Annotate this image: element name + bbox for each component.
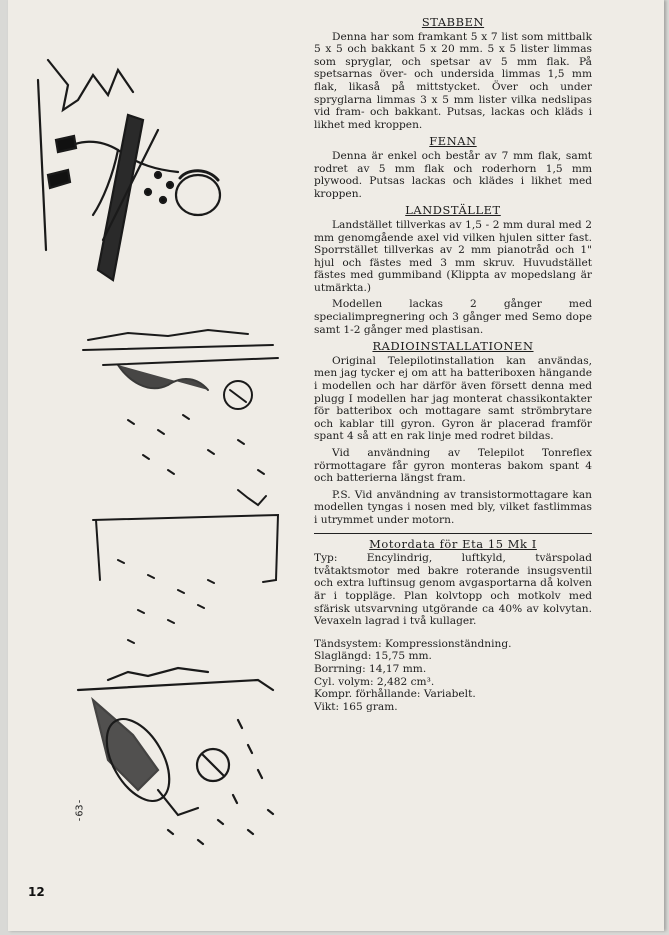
- section-stabben: [314, 16, 592, 131]
- artist-signature: -63-: [74, 798, 86, 823]
- section-heading: Motordata för Eta 15 Mk I: [369, 536, 537, 551]
- motor-spec-line: Borrning: 14,17 mm.: [314, 662, 427, 675]
- section-paragraph: Landstället tillverkas av 1,5 - 2 mm dural med 2 mm genomgående axel vid vilken hjulen sitter fast. Sporrstället tillverkas av 2 mm pianotråd och 1" hjul och fästes med 3 mm skruv. Huvudstället fästes med gummiband (Klippta av mopedslang är utmärkta.): [314, 218, 592, 294]
- box-cartoon-illustration: [93, 490, 278, 643]
- section-paragraph: Original Telepilotinstallation kan användas, men jag tycker ej om att ha batteriboxen hängande i modellen och har därför även försett denna med plugg I modellen har jag monterat chassikontakter för batteribox och mottagare samt strömbrytare och kablar till gyron. Gyron är placerad framför spant 4 så att en rak linje med rodret bildas.: [314, 354, 592, 443]
- motor-spec-line: Cyl. volym: 2,482 cm³.: [314, 675, 435, 688]
- section-heading: RADIOINSTALLATIONEN: [372, 339, 534, 354]
- section-paragraph: Vid användning av Telepilot Tonreflex rörmottagare får gyron monteras bakom spant 4 och batterierna längst fram.: [314, 447, 592, 485]
- section-motordata: [314, 538, 592, 714]
- section-fenan: [314, 135, 592, 200]
- motor-spec-line: Vikt: 165 gram.: [314, 700, 398, 713]
- skier-cartoon-illustration: [38, 60, 220, 280]
- motor-spec-line: Kompr. förhållande: Variabelt.: [314, 688, 476, 701]
- section-paragraph: Modellen lackas 2 gånger med specialimpregnering och 3 gånger med Semo dope samt 1-2 gånger med plastisan.: [314, 298, 592, 336]
- section-heading: FENAN: [429, 134, 477, 149]
- section-radioinstallationen: [314, 340, 592, 526]
- page-number: 12: [28, 885, 45, 899]
- motor-spec-line: Slaglängd: 15,75 mm.: [314, 650, 432, 663]
- section-heading: LANDSTÄLLET: [405, 203, 501, 218]
- section-landstallet: [314, 204, 592, 336]
- cartoon-illustrations: [8, 0, 308, 931]
- article-text-column: [314, 14, 592, 713]
- wing-cartoon-illustration: [83, 330, 278, 474]
- section-paragraph: Denna har som framkant 5 x 7 list som mittbalk 5 x 5 och bakkant 5 x 20 mm. 5 x 5 lister limmas som spryglar, och spetsar av 5 mm flak. På spetsarnas över- och undersida limmas 1,5 mm flak, likaså på mittstycket. Över och under spryglarna limmas 3 x 5 mm lister vilka nedslipas vid fram- och bakkant. Putsas, lackas och kläds i likhet med kroppen.: [314, 30, 592, 131]
- section-divider: [314, 533, 592, 534]
- section-heading: STABBEN: [421, 15, 485, 29]
- motor-description: Typ: Encylindrig, luftkyld, tvärspolad tvåtaktsmotor med bakre roterande insugsventil och extra luftinsug genom avgasportarna då kolven är i toppläge. Plan kolvtopp och motkolv med sfärisk utsvarvning utgörande ca 40% av kolvytan. Vevaxeln lagrad i två kullager.: [314, 552, 592, 628]
- section-paragraph: P.S. Vid användning av transistormottagare kan modellen tyngas i nosen med bly, vilket fastlimmas i utrymmet under motorn.: [314, 488, 592, 526]
- page: [8, 0, 664, 931]
- section-paragraph: Denna är enkel och består av 7 mm flak, samt rodret av 5 mm flak och roderhorn 1,5 mm plywood. Putsas lackas och klädes i likhet med kroppen.: [314, 149, 592, 200]
- pilot-cartoon-illustration: [78, 668, 273, 844]
- motor-spec-line: Tändsystem: Kompressionständning.: [314, 637, 512, 650]
